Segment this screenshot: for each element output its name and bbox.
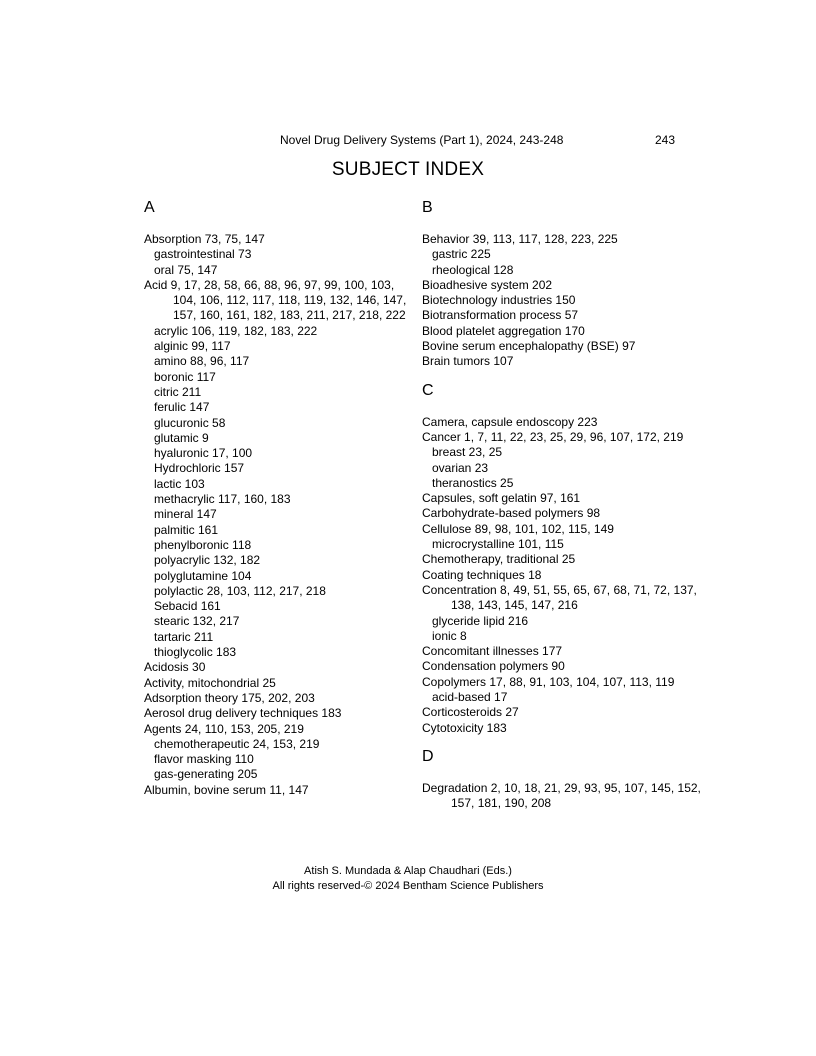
index-subentry: methacrylic 117, 160, 183 [154, 492, 291, 507]
index-entry: Concomitant illnesses 177 [422, 644, 563, 659]
index-entry: Copolymers 17, 88, 91, 103, 104, 107, 113, 119 [422, 674, 675, 689]
index-subentry: rheological 128 [432, 262, 514, 277]
index-subentry: alginic 99, 117 [154, 339, 231, 354]
index-entry: Acid 9, 17, 28, 58, 66, 88, 96, 97, 99, 100, 103, 104, 106, 112, 117, 118, 119, 132, 146, 147, 157, 160, 161, 182, 183, 211, 217, 218, 222 [144, 277, 407, 323]
index-subentry: hyaluronic 17, 100 [154, 446, 253, 461]
index-subentry: polylactic 28, 103, 112, 217, 218 [154, 583, 326, 598]
index-section [422, 199, 712, 370]
footer-editors: Atish S. Mundada & Alap Chaudhari (Eds.) [304, 865, 512, 877]
index-subentry: acrylic 106, 119, 182, 183, 222 [154, 323, 318, 338]
index-entry: Cellulose 89, 98, 101, 102, 115, 149 [422, 521, 614, 536]
index-subentry: amino 88, 96, 117 [154, 354, 250, 369]
index-entry: Corticosteroids 27 [422, 705, 519, 720]
index-subentry: microcrystalline 101, 115 [432, 537, 564, 552]
index-entry: Aerosol drug delivery techniques 183 [144, 706, 342, 721]
index-section [422, 382, 712, 736]
index-subentry: palmitic 161 [154, 522, 219, 537]
index-subentry: tartaric 211 [154, 629, 214, 644]
index-entry: Chemotherapy, traditional 25 [422, 552, 576, 567]
index-subentry: mineral 147 [154, 507, 217, 522]
section-letter: A [144, 199, 155, 216]
section-letter: D [422, 747, 434, 765]
index-subentry: thioglycolic 183 [154, 645, 237, 660]
index-entry: Carbohydrate-based polymers 98 [422, 506, 601, 521]
index-entry: Behavior 39, 113, 117, 128, 223, 225 [422, 232, 618, 246]
index-entry: Albumin, bovine serum 11, 147 [144, 782, 309, 797]
index-entry: Bovine serum encephalopathy (BSE) 97 [422, 339, 636, 354]
index-entry: Bioadhesive system 202 [422, 277, 553, 292]
index-column-left [144, 196, 414, 802]
index-entry: Cancer 1, 7, 11, 22, 23, 25, 29, 96, 107, 172, 219 [422, 429, 684, 444]
index-subentry: glyceride lipid 216 [432, 613, 529, 628]
index-entry: Coating techniques 18 [422, 567, 542, 582]
index-subentry: gastrointestinal 73 [154, 247, 252, 262]
index-subentry: acid-based 17 [432, 690, 508, 705]
index-subentry: ferulic 147 [154, 400, 210, 415]
index-entry: Brain tumors 107 [422, 354, 514, 369]
index-subentry: glutamic 9 [154, 430, 209, 445]
page-title: SUBJECT INDEX [331, 159, 485, 180]
index-entry: Condensation polymers 90 [422, 659, 565, 674]
index-subentry: lactic 103 [154, 476, 205, 491]
index-entry: Agents 24, 110, 153, 205, 219 [144, 721, 304, 736]
index-subentry: stearic 132, 217 [154, 614, 240, 629]
index-subentry: chemotherapeutic 24, 153, 219 [154, 736, 320, 751]
index-entry: Blood platelet aggregation 170 [422, 323, 585, 338]
index-entry: Adsorption theory 175, 202, 203 [144, 690, 315, 705]
index-subentry: glucuronic 58 [154, 415, 226, 430]
index-subentry: gas-generating 205 [154, 767, 258, 782]
index-entry: Absorption 73, 75, 147 [144, 232, 265, 246]
index-subentry: theranostics 25 [432, 475, 514, 490]
index-entry: Capsules, soft gelatin 97, 161 [422, 491, 581, 506]
index-subentry: boronic 117 [154, 369, 216, 384]
index-entry: Biotechnology industries 150 [422, 293, 576, 308]
index-subentry: polyglutamine 104 [154, 568, 252, 583]
index-section [144, 199, 414, 798]
index-entry: Concentration 8, 49, 51, 55, 65, 67, 68, 71, 72, 137, 138, 143, 145, 147, 216 [422, 582, 697, 613]
section-letter: C [422, 381, 434, 399]
index-entry: Degradation 2, 10, 18, 21, 29, 93, 95, 107, 145, 152, 157, 181, 190, 208 [422, 780, 701, 811]
index-subentry: ovarian 23 [432, 460, 489, 475]
index-subentry: polyacrylic 132, 182 [154, 553, 261, 568]
index-subentry: flavor masking 110 [154, 752, 254, 767]
footer [0, 864, 816, 894]
index-subentry: gastric 225 [432, 247, 491, 262]
index-subentry: Hydrochloric 157 [154, 461, 245, 476]
index-subentry: ionic 8 [432, 628, 467, 643]
running-header [0, 133, 816, 149]
index-subentry: phenylboronic 118 [154, 537, 252, 552]
index-entry: Activity, mitochondrial 25 [144, 675, 276, 690]
index-subentry: oral 75, 147 [154, 262, 218, 277]
index-subentry: Sebacid 161 [154, 599, 221, 614]
index-section [422, 748, 712, 812]
index-entry: Camera, capsule endoscopy 223 [422, 414, 598, 429]
page-number: 243 [655, 133, 676, 147]
index-column-right [422, 196, 712, 816]
index-entry: Biotransformation process 57 [422, 308, 579, 323]
index-entry: Acidosis 30 [144, 660, 206, 675]
index-entry: Cytotoxicity 183 [422, 720, 507, 735]
index-subentry: citric 211 [154, 384, 202, 399]
section-letter: B [422, 199, 433, 216]
running-title: Novel Drug Delivery Systems (Part 1), 2024, 243-248 [280, 133, 564, 147]
footer-rights: All rights reserved-© 2024 Bentham Science Publishers [272, 880, 544, 892]
index-subentry: breast 23, 25 [432, 445, 503, 460]
